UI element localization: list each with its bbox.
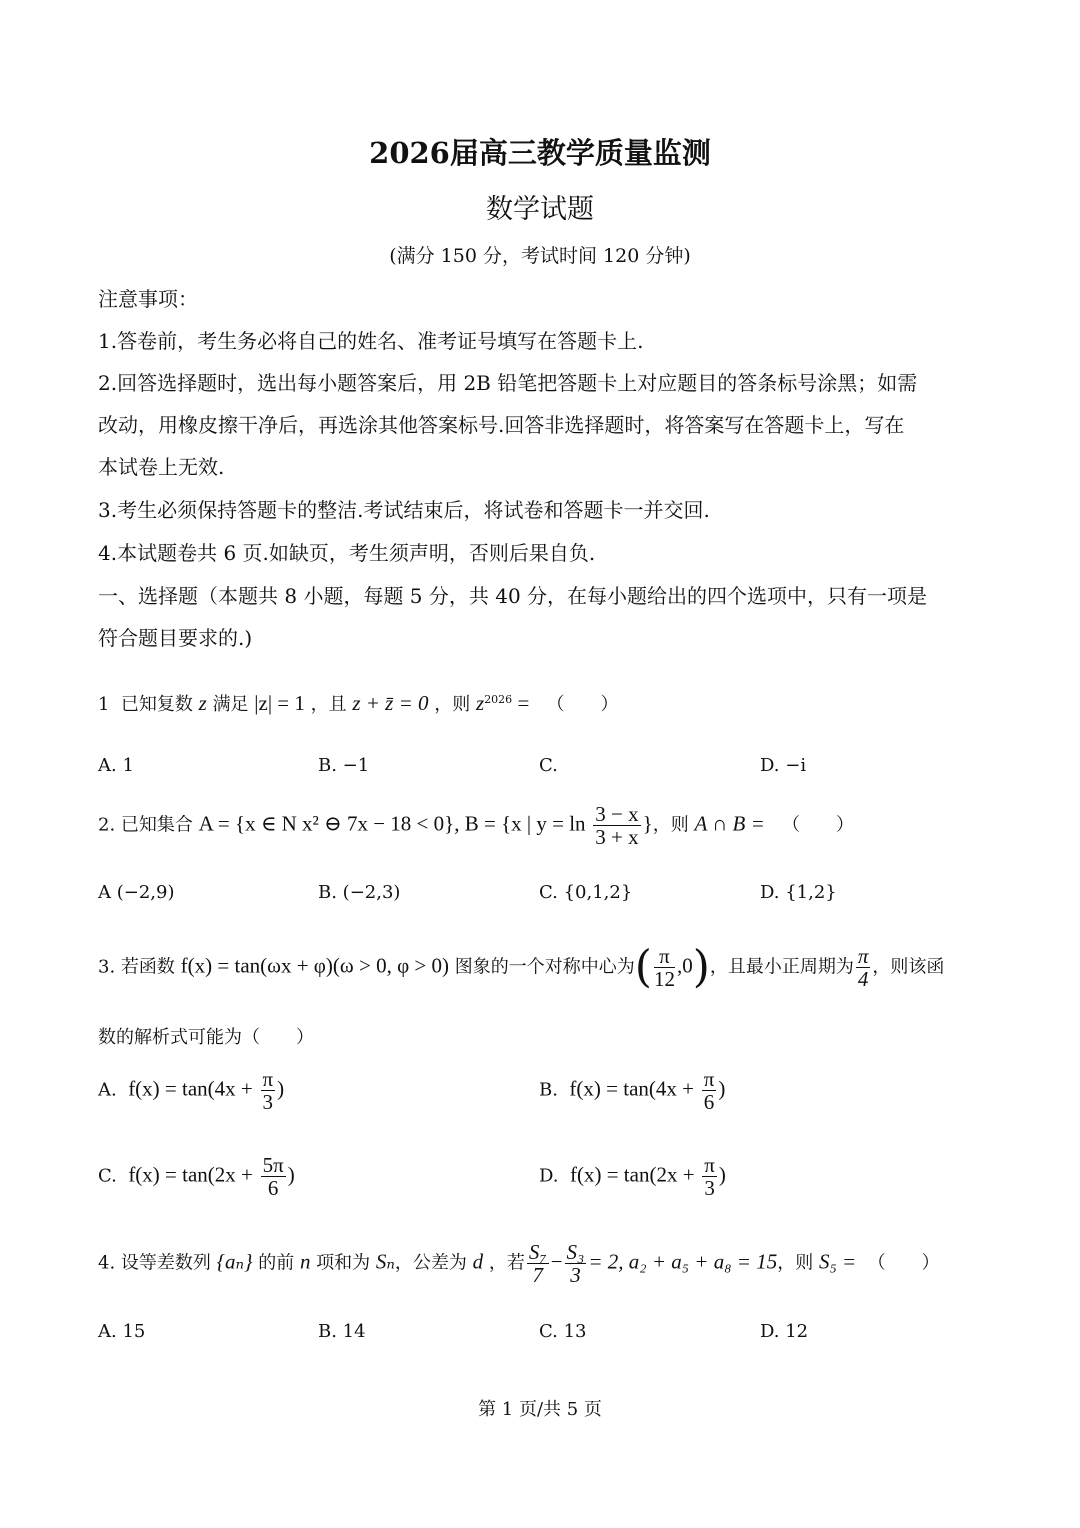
notice-item-3: 3.考生必须保持答题卡的整洁.考试结束后，将试卷和答题卡一并交回. [98, 498, 710, 522]
notice-heading: 注意事项： [98, 287, 198, 311]
option-b[interactable]: B. −1 [318, 755, 370, 776]
page-title: 2026届高三教学质量监测 [369, 136, 711, 170]
center-fraction: $\frac{\pi}{12}$ [653, 944, 675, 991]
question-4: 4. 设等差数列 {aₙ} 的前 n 项和为 Sₙ，公差为 d ，若 $\frac{\text{S₇}}{7}$ − $\frac{\text{S₃}}{3}$ = 2, a₂ + a₅ + a₈ = 15，则 S₅ = （ ） [98, 1240, 940, 1287]
option-c[interactable]: C. {0,1,2} [539, 882, 633, 903]
option-d[interactable]: D. −i [760, 755, 807, 776]
question-1: 1 已知复数 z 满足 |z| = 1 ，且 z + z̄ = 0 ，则 $z^{2026}$ = （ ） [98, 691, 619, 715]
question-3-cont: 数的解析式可能为（ ） [98, 1027, 314, 1048]
option-d[interactable]: D. 12 [760, 1321, 809, 1342]
question-3: 3. 若函数 f(x) = tan(ωx + φ)(ω > 0, φ > 0) 图象的一个对称中心为( $\frac{\pi}{12}$ ,0)，且最小正周期为 $\frac{\pi}{4}$ ，则该函 [98, 941, 945, 993]
notice-item-2: 2.回答选择题时，选出每小题答案后，用 2B 铅笔把答题卡上对应题目的答条标号涂黑；如需 [98, 371, 918, 395]
page-subtitle: 数学试题 [486, 194, 594, 225]
question-number: 3. [98, 956, 116, 978]
option-a[interactable]: A. 1 [98, 755, 134, 776]
option-a[interactable]: A (−2,9) [98, 882, 175, 903]
option-d[interactable]: D. {1,2} [760, 882, 837, 903]
question-number: 1 [98, 694, 110, 715]
option-a[interactable]: A. 15 [98, 1321, 146, 1342]
intersection: A ∩ B = [694, 811, 765, 836]
notice-item-2-end: 本试卷上无效. [98, 455, 225, 479]
section-heading-cont: 符合题目要求的.) [98, 626, 253, 650]
question-number: 4. [98, 1252, 116, 1274]
option-c[interactable]: C. f(x) = tan(2x + $\frac{5\pi}{6}$ ) [98, 1153, 295, 1200]
exam-meta: (满分 150 分，考试时间 120 分钟) [389, 245, 691, 267]
question-number: 2. [98, 814, 116, 836]
option-a[interactable]: A. f(x) = tan(4x + $\frac{\pi}{3}$ ) [98, 1067, 285, 1114]
condition: = 2, a₂ + a₅ + a₈ = 15 [588, 1249, 778, 1274]
ratio-s7: $\frac{\text{S₇}}{7}$ [528, 1240, 547, 1287]
notice-item-2-cont: 改动，用橡皮擦干净后，再选涂其他答案标号.回答非选择题时，将答案写在答题卡上，写在 [98, 413, 905, 437]
option-b[interactable]: B. 14 [318, 1321, 366, 1342]
question-2: 2. 已知集合 A = {x ∈ N x² ⊖ 7x − 18 < 0}, B = {x | y = ln $\frac{3 - x}{3 + x}$ }，则 A ∩ B = （ ） [98, 802, 854, 849]
notice-item-4: 4.本试题卷共 6 页.如缺页，考生须声明，否则后果自负. [98, 541, 596, 565]
target-sum: S₅ = [818, 1249, 857, 1274]
set-b: , B = {x | y = ln [454, 811, 586, 836]
sequence: {aₙ} [216, 1249, 253, 1274]
condition-modulus: |z| = 1 [254, 691, 305, 715]
option-d[interactable]: D. f(x) = tan(2x + $\frac{\pi}{3}$ ) [539, 1153, 726, 1200]
section-heading: 一、选择题（本题共 8 小题，每题 5 分，共 40 分，在每小题给出的四个选项中，只有一项是 [98, 584, 928, 608]
period-fraction: $\frac{\pi}{4}$ [857, 944, 869, 991]
ratio-s3: $\frac{\text{S₃}}{3}$ [566, 1240, 585, 1287]
option-b[interactable]: B. f(x) = tan(4x + $\frac{\pi}{6}$ ) [539, 1067, 726, 1114]
condition-sum: z + z̄ = 0 [352, 691, 429, 715]
page-footer: 第 1 页/共 5 页 [478, 1399, 602, 1420]
notice-item-1: 1.答卷前，考生务必将自己的姓名、准考证号填写在答题卡上. [98, 329, 644, 353]
option-c[interactable]: C. 13 [539, 1321, 587, 1342]
set-a: A = {x ∈ N x² ⊖ 7x − 18 < 0} [198, 811, 455, 836]
function-definition: f(x) = tan(ωx + φ)(ω > 0, φ > 0) [180, 953, 450, 978]
log-fraction: $\frac{3 - x}{3 + x}$ [595, 802, 639, 849]
option-c[interactable]: C. [539, 755, 558, 776]
option-b[interactable]: B. (−2,3) [318, 882, 401, 903]
